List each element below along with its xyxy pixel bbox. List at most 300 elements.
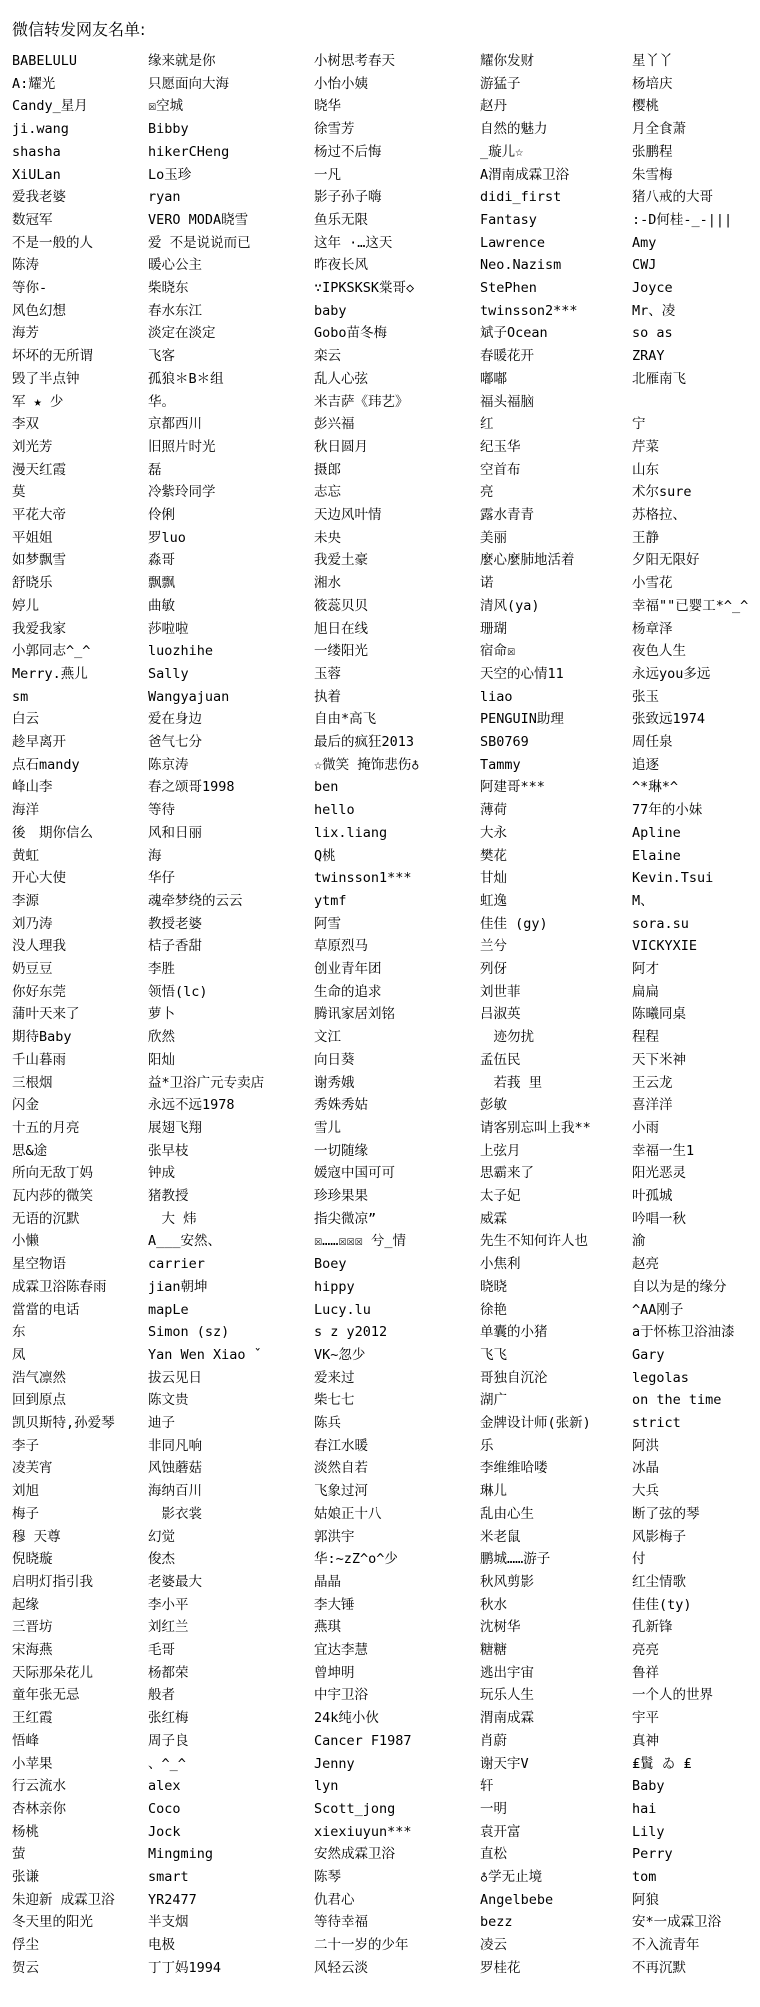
friend-name: baby — [314, 302, 347, 319]
friend-name: 天空的心情11 — [480, 665, 564, 682]
friend-name: 电极 — [148, 1937, 175, 1954]
friend-name: 扁扁 — [632, 983, 659, 1000]
friend-name: 我爱土豪 — [314, 552, 368, 569]
friend-name: Mingming — [148, 1846, 214, 1863]
friend-name: 请客别忘叫上我** — [480, 1119, 591, 1136]
friend-name: 宋海燕 — [12, 1642, 53, 1658]
friend-name: Boey — [314, 1256, 347, 1273]
friend-name: 珊瑚 — [480, 620, 507, 637]
friend-name: 红 — [480, 416, 494, 433]
friend-name: 一切随缘 — [314, 1142, 368, 1159]
friend-name: 爸气七分 — [148, 734, 202, 750]
friend-name: 亮亮 — [632, 1642, 659, 1658]
friend-name: 启明灯指引我 — [12, 1573, 93, 1590]
friend-name: ^AA刚子 — [632, 1301, 684, 1318]
friend-name: 薄荷 — [480, 802, 507, 819]
friend-name: 露水青青 — [480, 507, 534, 523]
friend-name: 俊杰 — [148, 1551, 175, 1568]
friend-name: 春水东江 — [148, 302, 202, 319]
friend-name: 刘旭 — [12, 1483, 39, 1500]
page-title: 微信转发网友名单: — [12, 20, 146, 39]
friend-name: 朱迎新 成霖卫浴 — [12, 1891, 115, 1908]
friend-name: 李大锤 — [314, 1596, 355, 1613]
friend-name: 冬天里的阳光 — [12, 1914, 93, 1931]
friend-name: hello — [314, 802, 355, 819]
friend-name: 爱 不是说说而已 — [148, 234, 251, 251]
friend-name: 淼哥 — [148, 552, 175, 569]
friend-name: so as — [632, 325, 673, 342]
friend-name: Coco — [148, 1800, 181, 1817]
friend-name: 哥独自沉沦 — [480, 1369, 548, 1386]
friend-name: 思霸来了 — [480, 1165, 534, 1182]
friend-name: 腾讯家居刘铭 — [314, 1006, 395, 1023]
friend-name: 王云龙 — [632, 1074, 673, 1091]
friend-name: 虹逸 — [480, 892, 507, 909]
friend-name — [632, 391, 758, 414]
friend-name: 渝 — [632, 1233, 646, 1250]
friend-name: 海 — [148, 847, 162, 864]
friend-name: 谢秀娥 — [314, 1074, 355, 1091]
friend-name: 杏林亲你 — [12, 1800, 66, 1817]
friend-name: 迹勿扰 — [480, 1029, 534, 1046]
friend-name: 阳灿 — [148, 1051, 175, 1068]
friend-name: 樊花 — [480, 847, 507, 864]
friend-name: 萤 — [12, 1846, 26, 1863]
friend-name: 阿狼 — [632, 1891, 659, 1908]
friend-name: 倪晓璇 — [12, 1551, 53, 1568]
friend-name: 期待Baby — [12, 1029, 72, 1046]
friend-name: 、^_^ — [148, 1755, 186, 1772]
friend-name: 爱来过 — [314, 1369, 355, 1386]
friend-name: 风色幻想 — [12, 302, 66, 319]
friend-name: 婷儿 — [12, 597, 39, 614]
friend-name: Kevin.Tsui — [632, 870, 714, 887]
friend-name: 媛寇中国可可 — [314, 1165, 395, 1182]
friend-name: 彭兴福 — [314, 416, 355, 433]
friend-name: sm — [12, 688, 29, 705]
friend-name: 文江 — [314, 1029, 341, 1046]
friend-name: M、 — [632, 892, 654, 909]
friend-name: lyn — [314, 1778, 339, 1795]
friend-name: 志忘 — [314, 484, 341, 501]
friend-name: 淡然自若 — [314, 1460, 368, 1477]
friend-name: carrier — [148, 1256, 205, 1273]
friend-name: 趁早离开 — [12, 734, 66, 750]
friend-name: 琳儿 — [480, 1483, 507, 1500]
friend-name: 雪儿 — [314, 1119, 341, 1136]
friend-name: 秋风剪影 — [480, 1573, 534, 1590]
friend-name: 星丫丫 — [632, 53, 673, 69]
friend-name: 福头福脑 — [480, 393, 534, 410]
friend-name: 珍珍果果 — [314, 1188, 368, 1204]
friend-name: lix.liang — [314, 824, 388, 841]
friend-name: 游猛子 — [480, 75, 521, 92]
friend-name: twinsson1*** — [314, 870, 412, 887]
friend-name: 小树思考春天 — [314, 53, 395, 69]
friend-name: 美丽 — [480, 529, 507, 546]
friend-name: 杨过不后悔 — [314, 143, 382, 160]
friend-name: 浩气凛然 — [12, 1369, 66, 1386]
friend-name: Wangyajuan — [148, 688, 230, 705]
friend-name: ☒空城 — [148, 98, 184, 115]
friend-name: hai — [632, 1800, 657, 1817]
friend-name: Candy_星月 — [12, 98, 88, 115]
friend-name: 二十一岁的少年 — [314, 1937, 409, 1954]
friend-name: 三晋坊 — [12, 1619, 53, 1636]
friend-name: 春江水暖 — [314, 1437, 368, 1454]
friend-name: 吟唱一秋 — [632, 1210, 686, 1227]
friend-name: 不是一般的人 — [12, 234, 93, 251]
friend-name: 奶豆豆 — [12, 961, 53, 977]
friend-name: 向日葵 — [314, 1051, 355, 1068]
friend-name: 彭敏 — [480, 1097, 507, 1114]
friend-name: 鱼乐无限 — [314, 211, 368, 228]
friend-name: 海芳 — [12, 325, 39, 342]
friend-name: 杨都荣 — [148, 1664, 189, 1681]
friend-name: 断了弦的琴 — [632, 1505, 700, 1522]
friend-name: 峰山李 — [12, 779, 53, 796]
friend-name: 陈京涛 — [148, 756, 189, 773]
friend-name: 莎啦啦 — [148, 620, 189, 637]
friend-name: 兰兮 — [480, 938, 507, 955]
friend-name: 周任泉 — [632, 734, 673, 750]
friend-name: 萝卜 — [148, 1006, 175, 1023]
friend-name: 张谦 — [12, 1869, 39, 1885]
friend-name: 耀你发财 — [480, 53, 534, 69]
friend-name: 华:~zZ^o^少 — [314, 1551, 398, 1568]
friend-name: A:耀光 — [12, 75, 56, 92]
friend-name: 磊 — [148, 461, 162, 478]
friend-name: Jenny — [314, 1755, 355, 1772]
friend-name: 展翅飞翔 — [148, 1119, 202, 1136]
friend-name: 最后的疯狂2013 — [314, 734, 415, 750]
friend-name: 般者 — [148, 1687, 175, 1704]
friend-name: 安然成霖卫浴 — [314, 1846, 395, 1863]
friend-name: 佳佳 (gy) — [480, 915, 548, 932]
friend-name: 甘灿 — [480, 870, 507, 887]
friend-name: on the time — [632, 1392, 722, 1409]
friend-name: 刘光芳 — [12, 438, 53, 455]
friend-name: A___安然、 — [148, 1233, 222, 1250]
friend-name: 贺云 — [12, 1959, 39, 1976]
friend-name: shasha — [12, 143, 61, 160]
friend-name: SB0769 — [480, 734, 529, 750]
friend-name: 幸福一生1 — [632, 1142, 695, 1159]
friend-name: 谢天宇V — [480, 1755, 529, 1772]
friend-name: 湘水 — [314, 575, 341, 592]
friend-name: 蒲叶天来了 — [12, 1006, 80, 1023]
friend-name: 领悟(lc) — [148, 983, 208, 1000]
friend-name: 佳佳(ty) — [632, 1596, 692, 1613]
friend-name: 徐艳 — [480, 1301, 507, 1318]
friend-name: 成霖卫浴陈春雨 — [12, 1278, 107, 1295]
friend-name: Tammy — [480, 756, 521, 773]
friend-name: 刘红兰 — [148, 1619, 189, 1636]
friend-name: 春之颂哥1998 — [148, 779, 235, 796]
friend-name: 一凡 — [314, 166, 341, 183]
friend-name: 真神 — [632, 1732, 659, 1749]
friend-name: 秋日圆月 — [314, 438, 368, 455]
friend-name: 李维维哈喽 — [480, 1460, 548, 1477]
friend-name: 摄郎 — [314, 461, 341, 478]
friend-name: 只愿面向大海 — [148, 75, 229, 92]
friend-name: 李子 — [12, 1437, 39, 1454]
friend-name: 付 — [632, 1551, 646, 1568]
friend-name: 一缕阳光 — [314, 643, 368, 660]
friend-name: tom — [632, 1869, 657, 1885]
friend-name: 悟峰 — [12, 1732, 39, 1749]
friend-name: 暖心公主 — [148, 257, 202, 274]
friend-name: VICKYXIE — [632, 938, 698, 955]
friend-name: 吕淑英 — [480, 1006, 521, 1023]
friend-name: Gobo苗冬梅 — [314, 325, 388, 342]
friend-name: 列伢 — [480, 961, 507, 977]
friend-name: 糖糖 — [480, 1642, 507, 1658]
friend-name: 所向无敌丁妈 — [12, 1165, 93, 1182]
friend-name: Angelbebe — [480, 1891, 554, 1908]
friend-name: 小懒 — [12, 1233, 39, 1250]
friend-name: 凤 — [12, 1346, 26, 1363]
friend-name: 猪教授 — [148, 1188, 189, 1204]
friend-name: 亮 — [480, 484, 494, 501]
friend-name: 喜洋洋 — [632, 1097, 673, 1114]
friend-name: 益*卫浴广元专卖店 — [148, 1074, 265, 1091]
friend-name: 等待 — [148, 802, 175, 819]
friend-name: 黄虹 — [12, 847, 39, 864]
friend-name: 金牌设计师(张新) — [480, 1415, 591, 1431]
friend-name: 白云 — [12, 711, 39, 728]
friend-name: 风轻云淡 — [314, 1959, 368, 1976]
friend-name: 数冠军 — [12, 211, 53, 228]
friend-name: CWJ — [632, 257, 657, 274]
friend-name: 鹏城……游子 — [480, 1551, 551, 1568]
friend-name: 朱雪梅 — [632, 166, 673, 183]
friend-name: 陈兵 — [314, 1415, 341, 1431]
friend-name: 小雨 — [632, 1119, 659, 1136]
friend-name: Merry.燕儿 — [12, 665, 88, 682]
friend-name: 威霖 — [480, 1210, 507, 1227]
friend-name: 这年 ·…这天 — [314, 234, 393, 251]
friend-name: smart — [148, 1869, 189, 1885]
friend-name: 梅子 — [12, 1505, 39, 1522]
friend-name: 草原烈马 — [314, 938, 368, 955]
friend-name: 飘飘 — [148, 575, 175, 592]
friend-name: 安*一成霖卫浴 — [632, 1914, 722, 1931]
friend-name: 筱蕊贝贝 — [314, 597, 368, 614]
friend-name: 纪玉华 — [480, 438, 521, 455]
friend-name: 瓦内莎的微笑 — [12, 1188, 93, 1204]
friend-name: 等你- — [12, 280, 48, 296]
friend-name: 刘乃涛 — [12, 915, 53, 932]
friend-name: 诺 — [480, 575, 494, 592]
friend-name: 三根烟 — [12, 1074, 53, 1091]
friend-name: 未央 — [314, 529, 341, 546]
friend-name: strict — [632, 1415, 681, 1431]
friend-name: 芹菜 — [632, 438, 659, 455]
friend-name: 影子孙子嗨 — [314, 189, 382, 206]
friend-name: 樱桃 — [632, 98, 659, 115]
friend-name: 自然的魅力 — [480, 121, 548, 138]
friend-name: XiULan — [12, 166, 61, 183]
friend-name: 凌芙宵 — [12, 1460, 53, 1477]
friend-name: :-D何桂-_-||| — [632, 211, 733, 228]
friend-name: VERO MODA晓雪 — [148, 211, 249, 228]
friend-name: 晓华 — [314, 98, 341, 115]
friend-name: 王静 — [632, 529, 659, 546]
friend-name: 米老鼠 — [480, 1528, 521, 1545]
friend-name: 起缘 — [12, 1596, 39, 1613]
friend-name: 不再沉默 — [632, 1959, 686, 1976]
friend-name: 平姐姐 — [12, 529, 53, 546]
friend-name: 漫天红霞 — [12, 461, 66, 478]
friend-name: 欣然 — [148, 1029, 175, 1046]
friend-name: Sally — [148, 665, 189, 682]
friend-name: 赵丹 — [480, 98, 507, 115]
friend-name: 舒晓乐 — [12, 575, 53, 592]
friend-name: 袁开富 — [480, 1823, 521, 1840]
friend-name: VK~忽少 — [314, 1346, 366, 1363]
friend-name: 麼心麼肺地活着 — [480, 552, 575, 569]
friend-name: 京都西川 — [148, 416, 202, 433]
friend-name: 月全食萧 — [632, 121, 686, 138]
friend-name: 天际那朵花儿 — [12, 1664, 93, 1681]
friend-name: 先生不知何许人也 — [480, 1233, 588, 1250]
friend-name: 一明 — [480, 1800, 507, 1817]
friend-name: 曾坤明 — [314, 1664, 355, 1681]
friend-name: legolas — [632, 1369, 689, 1386]
friend-name: 米吉萨《玮艺》 — [314, 393, 409, 410]
friend-name: 执着 — [314, 688, 341, 705]
friend-name: 夜色人生 — [632, 643, 686, 660]
friend-name: 凯贝斯特,孙爱琴 — [12, 1415, 115, 1431]
friend-name: 坏坏的无所谓 — [12, 348, 93, 365]
friend-name: s z y2012 — [314, 1324, 388, 1341]
friend-name: 李胜 — [148, 961, 175, 977]
friend-name: 风影梅子 — [632, 1528, 686, 1545]
friend-name: 指尖微凉” — [314, 1210, 377, 1227]
friend-name: 军 ★ 少 — [12, 393, 64, 410]
friend-name: 老婆最大 — [148, 1573, 202, 1590]
friend-name: Baby — [632, 1778, 665, 1795]
friend-name: 肖蔚 — [480, 1732, 507, 1749]
friend-name: 大 炜 — [148, 1210, 197, 1227]
friend-name: 柴七七 — [314, 1392, 355, 1409]
friend-name: hikerCHeng — [148, 143, 230, 160]
friend-name: ytmf — [314, 892, 347, 909]
friend-name: 刘世菲 — [480, 983, 521, 1000]
friend-name: 缘来就是你 — [148, 53, 216, 69]
friend-name: Fantasy — [480, 211, 537, 228]
friend-name: hippy — [314, 1278, 355, 1295]
friend-name: 杨桃 — [12, 1823, 39, 1840]
friend-name: 永远不远1978 — [148, 1097, 235, 1114]
friend-name: 阿雪 — [314, 915, 341, 932]
friend-name: 秀姝秀姑 — [314, 1097, 368, 1114]
friend-name: 桔子香甜 — [148, 938, 202, 955]
friend-name: 创业青年团 — [314, 961, 382, 977]
friend-name: 叶孤城 — [632, 1188, 673, 1204]
friend-name: 天下米神 — [632, 1051, 686, 1068]
friend-name: 大永 — [480, 824, 507, 841]
friend-name: 77年的小妹 — [632, 802, 703, 819]
friend-name: 半支烟 — [148, 1914, 189, 1931]
friend-name: 宜达李慧 — [314, 1642, 368, 1658]
friend-name: ben — [314, 779, 339, 796]
friend-name: 闪金 — [12, 1097, 39, 1114]
friend-name: 魂牵梦绕的云云 — [148, 892, 243, 909]
friend-name: Elaine — [632, 847, 681, 864]
friend-name: 我爱我家 — [12, 620, 66, 637]
friend-name: 旭日在线 — [314, 620, 368, 637]
friend-name: 海洋 — [12, 802, 39, 819]
friend-name: 飞客 — [148, 348, 175, 365]
friend-name: 海纳百川 — [148, 1483, 202, 1500]
friend-name: twinsson2*** — [480, 302, 578, 319]
friend-name: 术尔sure — [632, 484, 692, 501]
friend-name: Amy — [632, 234, 657, 251]
friend-name: 後 期你信么 — [12, 824, 93, 841]
friend-name: ☆微笑 掩饰悲伤♁ — [314, 756, 420, 773]
friend-name: PENGUIN助理 — [480, 711, 564, 728]
friend-name: 夕阳无限好 — [632, 552, 700, 569]
friend-name: 没人理我 — [12, 938, 66, 955]
friend-name: a于怀栋卫浴油漆 — [632, 1324, 735, 1341]
friend-name: 嘟嘟 — [480, 370, 507, 387]
friend-name: 旧照片时光 — [148, 438, 216, 455]
friend-name: ryan — [148, 189, 181, 206]
friend-name: 若莪 里 — [480, 1074, 543, 1091]
friend-name: 飞象过河 — [314, 1483, 368, 1500]
friend-name: 冰晶 — [632, 1460, 659, 1477]
friend-name: 阿才 — [632, 961, 659, 977]
friend-name: 回到原点 — [12, 1392, 66, 1409]
friend-name: mapLe — [148, 1301, 189, 1318]
friend-name: 自由*高飞 — [314, 711, 377, 728]
friend-name: 等待幸福 — [314, 1914, 368, 1931]
friend-name: 你好东莞 — [12, 983, 66, 1000]
friend-name-grid — [0, 50, 760, 2000]
friend-name: 天边风叶情 — [314, 507, 382, 523]
friend-name: Scott_jong — [314, 1800, 396, 1817]
friend-name: Joyce — [632, 280, 673, 296]
friend-name: 空首布 — [480, 461, 521, 478]
friend-name: 毛哥 — [148, 1642, 175, 1658]
friend-name: _璇儿☆ — [480, 143, 524, 160]
friend-name: 思&途 — [12, 1142, 48, 1159]
friend-name: ZRAY — [632, 348, 665, 365]
friend-name: 平花大帝 — [12, 507, 66, 523]
friend-name: StePhen — [480, 280, 537, 296]
friend-name: 红尘情歌 — [632, 1573, 686, 1590]
friend-name: 秋水 — [480, 1596, 507, 1613]
friend-name: 陈琴 — [314, 1869, 341, 1885]
friend-name: BABELULU — [12, 53, 78, 69]
friend-name: 星空物语 — [12, 1256, 66, 1273]
friend-name: ♁学无止境 — [480, 1869, 543, 1885]
friend-name: luozhihe — [148, 643, 214, 660]
friend-name: 小苹果 — [12, 1755, 53, 1772]
friend-name: ☒……☒☒☒ 兮_情 — [314, 1233, 407, 1250]
friend-name: 张玉 — [632, 688, 659, 705]
friend-name: 生命的追求 — [314, 983, 382, 1000]
friend-name: 玉蓉 — [314, 665, 341, 682]
friend-name: 毁了半点钟 — [12, 370, 80, 387]
friend-name: 渭南成霖 — [480, 1710, 534, 1727]
friend-name: 十五的月亮 — [12, 1119, 80, 1136]
friend-name: 乱人心弦 — [314, 370, 368, 387]
friend-name: 沈树华 — [480, 1619, 521, 1636]
friend-name: 风蚀蘑菇 — [148, 1460, 202, 1477]
